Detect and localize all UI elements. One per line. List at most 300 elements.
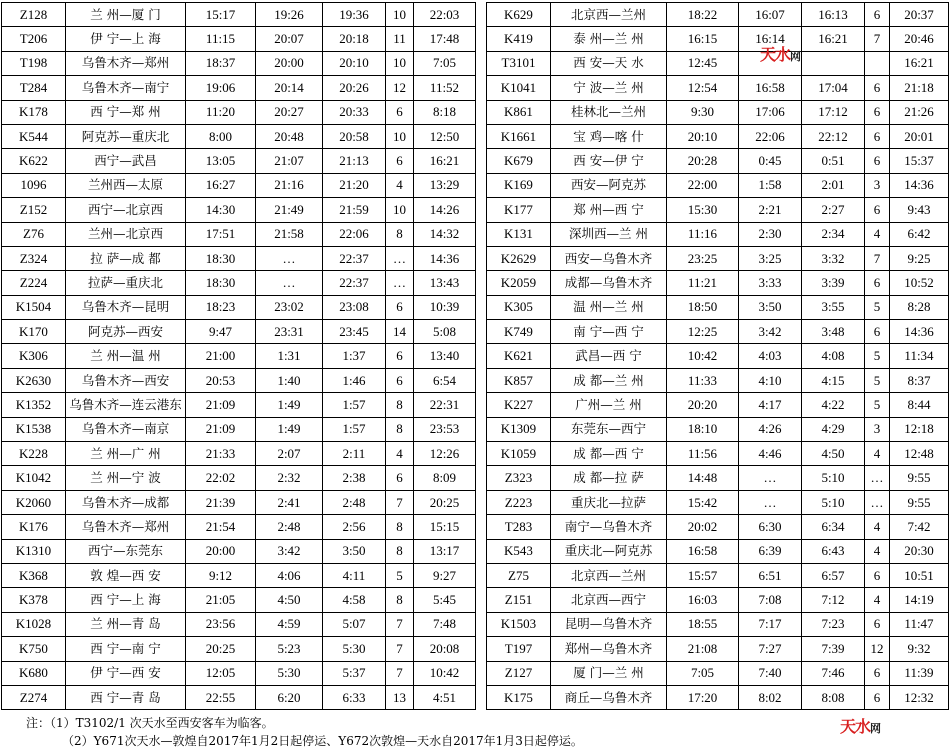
arrival-cell: 4:50 bbox=[256, 588, 323, 612]
footnote-2: （2）Y671次天水—敦煌自2017年1月2日起停运、Y672次敦煌—天水自2017年1月3日起停运。 bbox=[62, 734, 583, 748]
stop-minutes-cell: 13 bbox=[386, 685, 414, 709]
arrival-cell: 7:27 bbox=[739, 637, 802, 661]
arrival-cell: 2:07 bbox=[256, 442, 323, 466]
route-cell: 西宁—东莞东 bbox=[66, 539, 186, 563]
route-cell: 乌鲁木齐—昆明 bbox=[66, 295, 186, 319]
destination-arrival-cell: 9:43 bbox=[890, 198, 949, 222]
destination-arrival-cell: 10:42 bbox=[414, 661, 476, 685]
stop-minutes-cell: 6 bbox=[865, 661, 890, 685]
route-cell: 重庆北—阿克苏 bbox=[551, 539, 667, 563]
stop-minutes-cell: 10 bbox=[386, 3, 414, 27]
left-table-row bbox=[2, 442, 476, 466]
arrival-cell: 2:30 bbox=[739, 222, 802, 246]
origin-departure-cell: 9:30 bbox=[667, 100, 739, 124]
right-table-row bbox=[487, 124, 949, 148]
stop-minutes-cell: 4 bbox=[865, 588, 890, 612]
stop-minutes-cell: 5 bbox=[386, 563, 414, 587]
stop-minutes-cell: 8 bbox=[386, 539, 414, 563]
route-cell: 郑 州—西 宁 bbox=[551, 198, 667, 222]
train-number-cell: T284 bbox=[2, 76, 66, 100]
stop-minutes-cell: 7 bbox=[865, 27, 890, 51]
arrival-cell: 3:25 bbox=[739, 246, 802, 270]
arrival-cell: 3:42 bbox=[739, 320, 802, 344]
origin-departure-cell: 20:28 bbox=[667, 149, 739, 173]
destination-arrival-cell: 20:46 bbox=[890, 27, 949, 51]
arrival-cell: 3:42 bbox=[256, 539, 323, 563]
arrival-cell: 7:17 bbox=[739, 612, 802, 636]
train-number-cell: T197 bbox=[487, 637, 551, 661]
departure-cell: 19:36 bbox=[323, 3, 386, 27]
destination-arrival-cell: 9:32 bbox=[890, 637, 949, 661]
left-table-row bbox=[2, 51, 476, 75]
destination-arrival-cell: 22:31 bbox=[414, 393, 476, 417]
departure-cell: 5:10 bbox=[802, 466, 865, 490]
train-number-cell: K679 bbox=[487, 149, 551, 173]
arrival-cell: 21:58 bbox=[256, 222, 323, 246]
arrival-cell: 23:31 bbox=[256, 320, 323, 344]
watermark-main: 天水 bbox=[840, 717, 871, 736]
route-cell: 西 安—天 水 bbox=[551, 51, 667, 75]
destination-arrival-cell: 10:39 bbox=[414, 295, 476, 319]
route-cell: 西安—乌鲁木齐 bbox=[551, 246, 667, 270]
train-number-cell: K749 bbox=[487, 320, 551, 344]
train-number-cell: K2059 bbox=[487, 271, 551, 295]
arrival-cell: 20:07 bbox=[256, 27, 323, 51]
route-cell: 宝 鸡—喀 什 bbox=[551, 124, 667, 148]
right-table-row bbox=[487, 563, 949, 587]
departure-cell: 4:11 bbox=[323, 563, 386, 587]
origin-departure-cell: 11:16 bbox=[667, 222, 739, 246]
right-table-row bbox=[487, 368, 949, 392]
train-number-cell: Z324 bbox=[2, 246, 66, 270]
train-number-cell: K2630 bbox=[2, 368, 66, 392]
left-table-row bbox=[2, 515, 476, 539]
train-number-cell: K419 bbox=[487, 27, 551, 51]
right-table-row bbox=[487, 442, 949, 466]
right-table-row bbox=[487, 173, 949, 197]
left-table-row bbox=[2, 539, 476, 563]
destination-arrival-cell: 16:21 bbox=[890, 51, 949, 75]
train-number-cell: K170 bbox=[2, 320, 66, 344]
arrival-cell: 20:00 bbox=[256, 51, 323, 75]
stop-minutes-cell: 5 bbox=[865, 344, 890, 368]
left-timetable-body bbox=[2, 3, 476, 710]
destination-arrival-cell: 11:39 bbox=[890, 661, 949, 685]
departure-cell: 6:34 bbox=[802, 515, 865, 539]
train-number-cell: K368 bbox=[2, 563, 66, 587]
right-table-row bbox=[487, 271, 949, 295]
train-number-cell: K680 bbox=[2, 661, 66, 685]
departure-cell: 2:38 bbox=[323, 466, 386, 490]
arrival-cell: 19:26 bbox=[256, 3, 323, 27]
route-cell: 南宁—乌鲁木齐 bbox=[551, 515, 667, 539]
destination-arrival-cell: 14:36 bbox=[890, 320, 949, 344]
origin-departure-cell: 13:05 bbox=[186, 149, 256, 173]
train-number-cell: K1042 bbox=[2, 466, 66, 490]
stop-minutes-cell: 6 bbox=[386, 100, 414, 124]
origin-departure-cell: 20:53 bbox=[186, 368, 256, 392]
route-cell: 西安—阿克苏 bbox=[551, 173, 667, 197]
destination-arrival-cell: 20:01 bbox=[890, 124, 949, 148]
left-table-row bbox=[2, 466, 476, 490]
route-cell: 兰 州—广 州 bbox=[66, 442, 186, 466]
arrival-cell: 4:46 bbox=[739, 442, 802, 466]
origin-departure-cell: 18:10 bbox=[667, 417, 739, 441]
origin-departure-cell: 8:00 bbox=[186, 124, 256, 148]
arrival-cell: … bbox=[256, 271, 323, 295]
left-table-row bbox=[2, 149, 476, 173]
arrival-cell: 1:49 bbox=[256, 393, 323, 417]
destination-arrival-cell: 9:27 bbox=[414, 563, 476, 587]
stop-minutes-cell: 6 bbox=[865, 612, 890, 636]
stop-minutes-cell: 6 bbox=[865, 124, 890, 148]
left-timetable bbox=[1, 2, 476, 710]
origin-departure-cell: 9:47 bbox=[186, 320, 256, 344]
left-table-row bbox=[2, 295, 476, 319]
left-table-row bbox=[2, 3, 476, 27]
destination-arrival-cell: 12:50 bbox=[414, 124, 476, 148]
footnote-1: 注：（1）T3102/1 次天水至西安客车为临客。 bbox=[26, 716, 274, 730]
origin-departure-cell: 20:02 bbox=[667, 515, 739, 539]
destination-arrival-cell: 8:44 bbox=[890, 393, 949, 417]
stop-minutes-cell: 11 bbox=[386, 27, 414, 51]
departure-cell: 4:22 bbox=[802, 393, 865, 417]
departure-cell: 21:59 bbox=[323, 198, 386, 222]
right-table-row bbox=[487, 685, 949, 709]
stop-minutes-cell: 12 bbox=[865, 637, 890, 661]
train-number-cell: T206 bbox=[2, 27, 66, 51]
departure-cell: 5:37 bbox=[323, 661, 386, 685]
train-number-cell: K177 bbox=[487, 198, 551, 222]
stop-minutes-cell: 5 bbox=[865, 393, 890, 417]
departure-cell: 17:12 bbox=[802, 100, 865, 124]
train-number-cell: K1352 bbox=[2, 393, 66, 417]
train-number-cell: K1661 bbox=[487, 124, 551, 148]
train-number-cell: K544 bbox=[2, 124, 66, 148]
destination-arrival-cell: 7:48 bbox=[414, 612, 476, 636]
departure-cell: 4:50 bbox=[802, 442, 865, 466]
train-number-cell: K305 bbox=[487, 295, 551, 319]
departure-cell: 2:27 bbox=[802, 198, 865, 222]
stop-minutes-cell: 8 bbox=[386, 393, 414, 417]
stop-minutes-cell: 3 bbox=[865, 417, 890, 441]
right-table-row bbox=[487, 466, 949, 490]
destination-arrival-cell: 20:37 bbox=[890, 3, 949, 27]
departure-cell: 4:58 bbox=[323, 588, 386, 612]
route-cell: 成 都—拉 萨 bbox=[551, 466, 667, 490]
route-cell: 深圳西—兰 州 bbox=[551, 222, 667, 246]
arrival-cell: 22:06 bbox=[739, 124, 802, 148]
destination-arrival-cell: 14:36 bbox=[890, 173, 949, 197]
departure-cell: 1:46 bbox=[323, 368, 386, 392]
left-table-row bbox=[2, 124, 476, 148]
stop-minutes-cell: 6 bbox=[865, 271, 890, 295]
route-cell: 温 州—兰 州 bbox=[551, 295, 667, 319]
stop-minutes-cell: 6 bbox=[865, 76, 890, 100]
departure-cell bbox=[802, 51, 865, 75]
departure-cell: 6:43 bbox=[802, 539, 865, 563]
stop-minutes-cell: 10 bbox=[386, 51, 414, 75]
departure-cell: 3:50 bbox=[323, 539, 386, 563]
route-cell: 兰 州—温 州 bbox=[66, 344, 186, 368]
route-cell: 拉萨—重庆北 bbox=[66, 271, 186, 295]
departure-cell: 2:56 bbox=[323, 515, 386, 539]
destination-arrival-cell: 8:09 bbox=[414, 466, 476, 490]
destination-arrival-cell: 9:55 bbox=[890, 466, 949, 490]
origin-departure-cell: 12:45 bbox=[667, 51, 739, 75]
route-cell: 乌鲁木齐—郑州 bbox=[66, 51, 186, 75]
destination-arrival-cell: 20:30 bbox=[890, 539, 949, 563]
stop-minutes-cell: 4 bbox=[865, 515, 890, 539]
train-number-cell: K1041 bbox=[487, 76, 551, 100]
destination-arrival-cell: 16:21 bbox=[414, 149, 476, 173]
train-number-cell: K2060 bbox=[2, 490, 66, 514]
departure-cell: 8:08 bbox=[802, 685, 865, 709]
train-number-cell: K306 bbox=[2, 344, 66, 368]
train-number-cell: K861 bbox=[487, 100, 551, 124]
train-number-cell: K1503 bbox=[487, 612, 551, 636]
origin-departure-cell: 11:20 bbox=[186, 100, 256, 124]
right-table-row bbox=[487, 417, 949, 441]
train-number-cell: Z152 bbox=[2, 198, 66, 222]
stop-minutes-cell: 4 bbox=[865, 222, 890, 246]
stop-minutes-cell: 8 bbox=[386, 515, 414, 539]
right-table-row bbox=[487, 51, 949, 75]
train-number-cell: Z224 bbox=[2, 271, 66, 295]
arrival-cell: 20:14 bbox=[256, 76, 323, 100]
origin-departure-cell: 21:00 bbox=[186, 344, 256, 368]
train-number-cell: T3101 bbox=[487, 51, 551, 75]
stop-minutes-cell: 6 bbox=[386, 344, 414, 368]
train-number-cell: K227 bbox=[487, 393, 551, 417]
route-cell: 兰州西—太原 bbox=[66, 173, 186, 197]
departure-cell: 17:04 bbox=[802, 76, 865, 100]
departure-cell: 1:57 bbox=[323, 393, 386, 417]
stop-minutes-cell bbox=[865, 51, 890, 75]
destination-arrival-cell: 15:37 bbox=[890, 149, 949, 173]
arrival-cell: 4:10 bbox=[739, 368, 802, 392]
arrival-cell: 2:41 bbox=[256, 490, 323, 514]
stop-minutes-cell: 6 bbox=[386, 466, 414, 490]
origin-departure-cell: 15:17 bbox=[186, 3, 256, 27]
arrival-cell: 21:07 bbox=[256, 149, 323, 173]
origin-departure-cell: 15:30 bbox=[667, 198, 739, 222]
stop-minutes-cell: 5 bbox=[865, 295, 890, 319]
origin-departure-cell: 7:05 bbox=[667, 661, 739, 685]
right-table-row bbox=[487, 149, 949, 173]
origin-departure-cell: 16:27 bbox=[186, 173, 256, 197]
stop-minutes-cell: 6 bbox=[865, 100, 890, 124]
departure-cell: 16:13 bbox=[802, 3, 865, 27]
route-cell: 南 宁—西 宁 bbox=[551, 320, 667, 344]
departure-cell: 2:11 bbox=[323, 442, 386, 466]
watermark-suffix: 网 bbox=[870, 722, 881, 735]
arrival-cell: 4:17 bbox=[739, 393, 802, 417]
arrival-cell: 5:30 bbox=[256, 661, 323, 685]
route-cell: 西 宁—青 岛 bbox=[66, 685, 186, 709]
destination-arrival-cell: 8:28 bbox=[890, 295, 949, 319]
origin-departure-cell: 21:09 bbox=[186, 393, 256, 417]
destination-arrival-cell: 5:08 bbox=[414, 320, 476, 344]
origin-departure-cell: 15:42 bbox=[667, 490, 739, 514]
right-table-row bbox=[487, 295, 949, 319]
stop-minutes-cell: 7 bbox=[386, 637, 414, 661]
origin-departure-cell: 23:56 bbox=[186, 612, 256, 636]
left-table-row bbox=[2, 661, 476, 685]
arrival-cell: 3:33 bbox=[739, 271, 802, 295]
route-cell: 商丘—乌鲁木齐 bbox=[551, 685, 667, 709]
destination-arrival-cell: 10:51 bbox=[890, 563, 949, 587]
stop-minutes-cell: 4 bbox=[865, 442, 890, 466]
arrival-cell: 7:08 bbox=[739, 588, 802, 612]
departure-cell: 3:32 bbox=[802, 246, 865, 270]
stop-minutes-cell: 6 bbox=[386, 368, 414, 392]
route-cell: 乌鲁木齐—南京 bbox=[66, 417, 186, 441]
origin-departure-cell: 22:02 bbox=[186, 466, 256, 490]
arrival-cell: 2:32 bbox=[256, 466, 323, 490]
arrival-cell: 17:06 bbox=[739, 100, 802, 124]
departure-cell: 0:51 bbox=[802, 149, 865, 173]
destination-arrival-cell: 20:08 bbox=[414, 637, 476, 661]
left-table-row bbox=[2, 612, 476, 636]
train-number-cell: Z128 bbox=[2, 3, 66, 27]
destination-arrival-cell: 12:48 bbox=[890, 442, 949, 466]
arrival-cell: 20:27 bbox=[256, 100, 323, 124]
stop-minutes-cell: 6 bbox=[865, 3, 890, 27]
left-table-row bbox=[2, 222, 476, 246]
watermark-top bbox=[760, 42, 800, 65]
departure-cell: 23:08 bbox=[323, 295, 386, 319]
train-number-cell: Z151 bbox=[487, 588, 551, 612]
destination-arrival-cell: 13:29 bbox=[414, 173, 476, 197]
route-cell: 郑州—乌鲁木齐 bbox=[551, 637, 667, 661]
arrival-cell: 2:48 bbox=[256, 515, 323, 539]
origin-departure-cell: 17:20 bbox=[667, 685, 739, 709]
departure-cell: 1:37 bbox=[323, 344, 386, 368]
departure-cell: 20:26 bbox=[323, 76, 386, 100]
departure-cell: 20:33 bbox=[323, 100, 386, 124]
departure-cell: 2:34 bbox=[802, 222, 865, 246]
arrival-cell: 4:03 bbox=[739, 344, 802, 368]
origin-departure-cell: 23:25 bbox=[667, 246, 739, 270]
origin-departure-cell: 18:55 bbox=[667, 612, 739, 636]
left-table-row bbox=[2, 344, 476, 368]
route-cell: 北京西—兰州 bbox=[551, 3, 667, 27]
arrival-cell: 1:49 bbox=[256, 417, 323, 441]
stop-minutes-cell: 4 bbox=[386, 442, 414, 466]
departure-cell: 20:18 bbox=[323, 27, 386, 51]
train-number-cell: K857 bbox=[487, 368, 551, 392]
departure-cell: 22:06 bbox=[323, 222, 386, 246]
departure-cell: 7:12 bbox=[802, 588, 865, 612]
route-cell: 武昌—西 宁 bbox=[551, 344, 667, 368]
left-table-row bbox=[2, 563, 476, 587]
right-table-row bbox=[487, 637, 949, 661]
route-cell: 昆明—乌鲁木齐 bbox=[551, 612, 667, 636]
route-cell: 乌鲁木齐—南宁 bbox=[66, 76, 186, 100]
origin-departure-cell: 21:05 bbox=[186, 588, 256, 612]
train-number-cell: K169 bbox=[487, 173, 551, 197]
departure-cell: 7:46 bbox=[802, 661, 865, 685]
right-table-row bbox=[487, 100, 949, 124]
train-number-cell: Z76 bbox=[2, 222, 66, 246]
route-cell: 西 安—伊 宁 bbox=[551, 149, 667, 173]
origin-departure-cell: 22:55 bbox=[186, 685, 256, 709]
route-cell: 泰 州—兰 州 bbox=[551, 27, 667, 51]
destination-arrival-cell: 9:25 bbox=[890, 246, 949, 270]
arrival-cell: 16:07 bbox=[739, 3, 802, 27]
destination-arrival-cell: 4:51 bbox=[414, 685, 476, 709]
departure-cell: 20:10 bbox=[323, 51, 386, 75]
right-table-row bbox=[487, 539, 949, 563]
train-number-cell: K629 bbox=[487, 3, 551, 27]
destination-arrival-cell: 11:52 bbox=[414, 76, 476, 100]
left-table-row bbox=[2, 637, 476, 661]
arrival-cell: 1:31 bbox=[256, 344, 323, 368]
train-number-cell: T283 bbox=[487, 515, 551, 539]
left-table-row bbox=[2, 685, 476, 709]
origin-departure-cell: 11:56 bbox=[667, 442, 739, 466]
route-cell: 广州—兰 州 bbox=[551, 393, 667, 417]
destination-arrival-cell: 14:32 bbox=[414, 222, 476, 246]
right-table-row bbox=[487, 3, 949, 27]
arrival-cell: 8:02 bbox=[739, 685, 802, 709]
left-table-row bbox=[2, 271, 476, 295]
train-number-cell: K176 bbox=[2, 515, 66, 539]
route-cell: 兰 州—宁 波 bbox=[66, 466, 186, 490]
route-cell: 敦 煌—西 安 bbox=[66, 563, 186, 587]
left-table-row bbox=[2, 76, 476, 100]
left-table-row bbox=[2, 198, 476, 222]
departure-cell: 7:39 bbox=[802, 637, 865, 661]
arrival-cell: 5:23 bbox=[256, 637, 323, 661]
destination-arrival-cell: 13:43 bbox=[414, 271, 476, 295]
route-cell: 西 宁—南 宁 bbox=[66, 637, 186, 661]
left-table-row bbox=[2, 246, 476, 270]
destination-arrival-cell: 7:05 bbox=[414, 51, 476, 75]
stop-minutes-cell: 8 bbox=[386, 417, 414, 441]
train-number-cell: Z323 bbox=[487, 466, 551, 490]
origin-departure-cell: 11:33 bbox=[667, 368, 739, 392]
stop-minutes-cell: 7 bbox=[386, 661, 414, 685]
route-cell: 乌鲁木齐—郑州 bbox=[66, 515, 186, 539]
right-timetable-body bbox=[487, 3, 949, 710]
destination-arrival-cell: 23:53 bbox=[414, 417, 476, 441]
origin-departure-cell: 21:33 bbox=[186, 442, 256, 466]
origin-departure-cell: 18:30 bbox=[186, 271, 256, 295]
destination-arrival-cell: 6:42 bbox=[890, 222, 949, 246]
stop-minutes-cell: … bbox=[865, 466, 890, 490]
train-number-cell: K175 bbox=[487, 685, 551, 709]
watermark-bottom bbox=[840, 714, 880, 737]
destination-arrival-cell: 14:36 bbox=[414, 246, 476, 270]
train-number-cell: K1028 bbox=[2, 612, 66, 636]
destination-arrival-cell: 14:19 bbox=[890, 588, 949, 612]
stop-minutes-cell: 7 bbox=[386, 612, 414, 636]
departure-cell: 23:45 bbox=[323, 320, 386, 344]
train-number-cell: K228 bbox=[2, 442, 66, 466]
origin-departure-cell: 21:08 bbox=[667, 637, 739, 661]
right-timetable bbox=[486, 2, 949, 710]
arrival-cell: 20:48 bbox=[256, 124, 323, 148]
route-cell: 成都—乌鲁木齐 bbox=[551, 271, 667, 295]
right-table-row bbox=[487, 612, 949, 636]
departure-cell: 3:48 bbox=[802, 320, 865, 344]
route-cell: 伊 宁—西 安 bbox=[66, 661, 186, 685]
right-table-row bbox=[487, 27, 949, 51]
origin-departure-cell: 16:03 bbox=[667, 588, 739, 612]
train-number-cell: Z127 bbox=[487, 661, 551, 685]
